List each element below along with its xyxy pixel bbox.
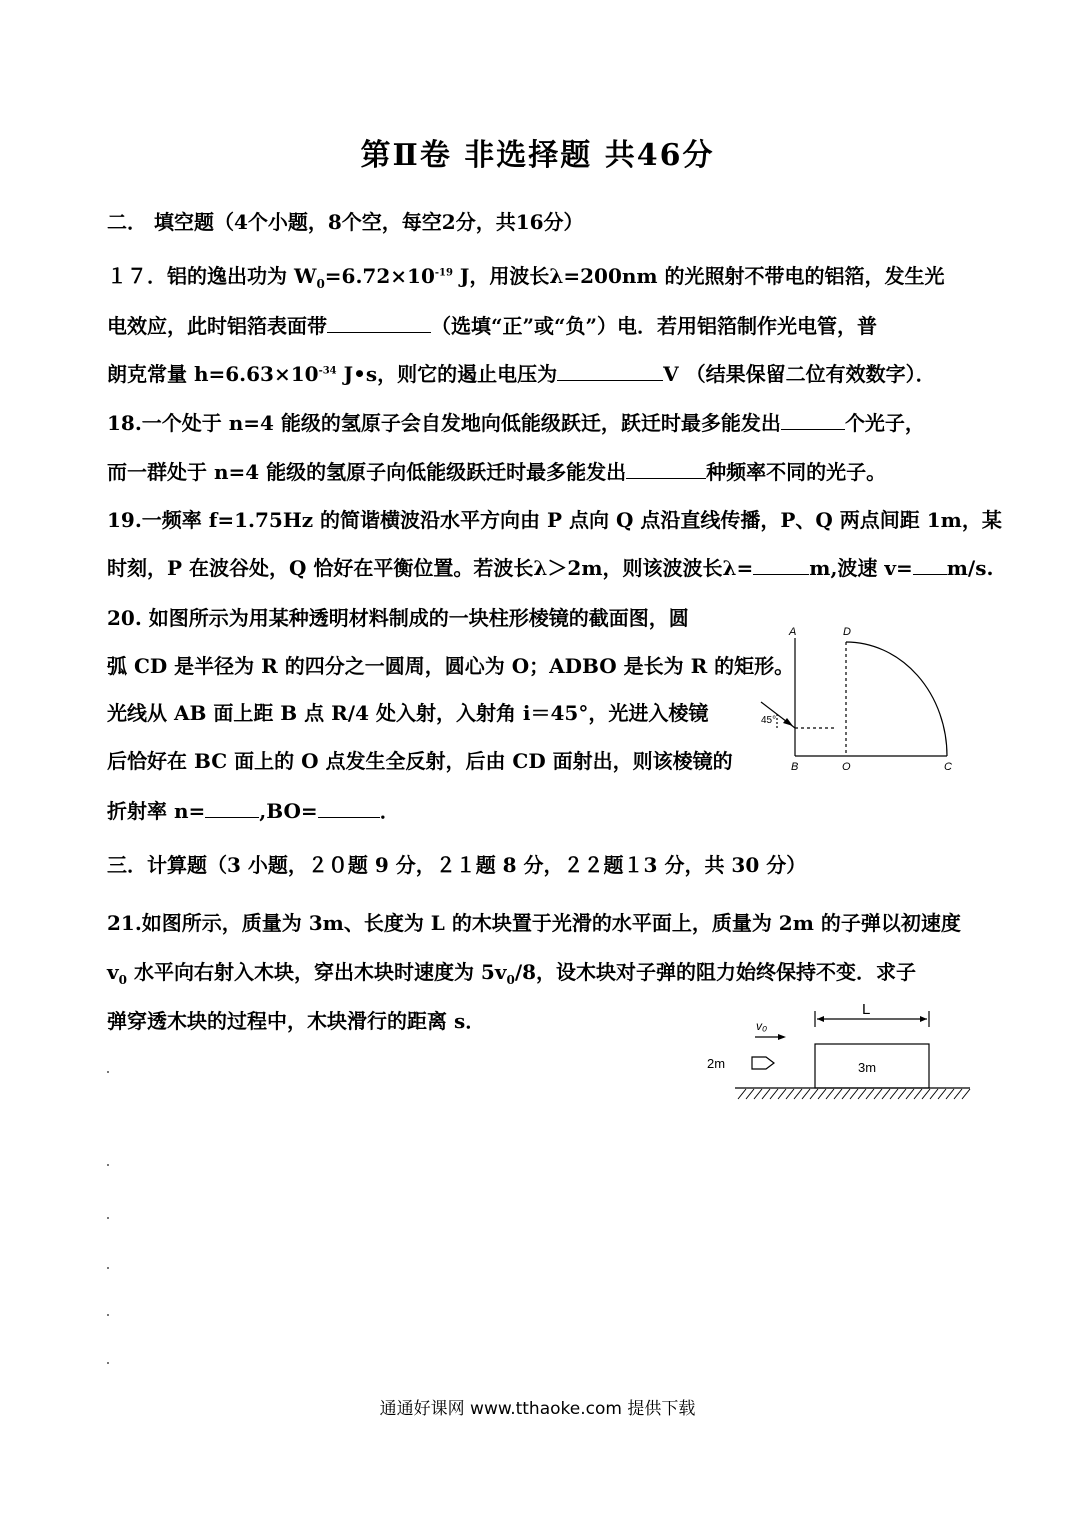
- q17-line-3: [107, 358, 936, 387]
- ground-hatch: [738, 1089, 970, 1099]
- length-label: L: [862, 1001, 871, 1018]
- q18-text-c: 而一群处于 n=4 能级的氢原子向低能级跃迁时最多能发出: [107, 460, 627, 484]
- label-a: A: [789, 626, 797, 638]
- q21-text-c: /8，设木块对子弹的阻力始终保持不变．求子: [514, 960, 917, 984]
- q17-exp: -19: [434, 267, 453, 279]
- q17-text-f: 朗克常量 h=6.63×10: [107, 362, 319, 386]
- q19-text-a: 时刻，P 在波谷处，Q 恰好在平衡位置。若波长λ＞2m，则该波波长λ=: [107, 556, 754, 580]
- q19-wavelength-blank: [753, 556, 809, 575]
- q17-text-c: J，用波长λ=200nm 的光照射不带电的铝箔，发生光: [452, 264, 945, 288]
- block-bullet-diagram: [700, 995, 975, 1107]
- label-d: D: [843, 626, 851, 638]
- angle-label: 45°: [761, 715, 777, 726]
- margin-dot: [107, 1267, 109, 1269]
- q18-line-1: [107, 407, 925, 436]
- q20-text-a: 折射率 n=: [107, 799, 206, 823]
- q19-text-c: m/s.: [946, 556, 994, 580]
- page-title: 第Ⅱ卷 非选择题 共46分: [360, 138, 715, 173]
- q17-voltage-blank: [557, 362, 663, 381]
- q17-text-e: （选填“正”或“负”）电．若用铝箔制作光电管，普: [431, 314, 878, 338]
- q17-text-d: 电效应，此时铝箔表面带: [107, 314, 327, 338]
- velocity-label: v₀: [756, 1019, 768, 1033]
- q19-line-2: [107, 552, 993, 581]
- q17-charge-blank: [327, 314, 431, 333]
- q20-text-c: ．: [379, 799, 400, 823]
- q20-line-4: 后恰好在 BC 面上的 O 点发生全反射，后由 CD 面射出，则该棱镜的: [107, 749, 733, 773]
- margin-dot: [107, 1314, 109, 1316]
- bullet-mass-label: 2m: [707, 1056, 726, 1071]
- q20-bo-blank: [318, 799, 380, 818]
- q19-line-1: 19.一频率 f=1.75Hz 的简谐横波沿水平方向由 P 点向 Q 点沿直线传播，P、Q 两点间距 1m，某: [107, 508, 1002, 532]
- prism-arc-cd: [846, 642, 947, 756]
- block-mass-label: 3m: [858, 1060, 877, 1075]
- q20-line-1: 20. 如图所示为用某种透明材料制成的一块柱形棱镜的截面图，圆: [107, 606, 689, 630]
- q17-text-a: １７．铝的逸出功为 W: [107, 264, 317, 288]
- q17-line-2: [107, 310, 877, 339]
- margin-dot: [107, 1164, 109, 1166]
- bullet-icon: [752, 1057, 774, 1069]
- section-2-heading: 二． 填空题（4个小题，8个空，每空2分，共16分）: [107, 210, 584, 234]
- velocity-arrow-icon: [778, 1034, 786, 1040]
- margin-dot: [107, 1362, 109, 1364]
- q21-line-1: 21.如图所示，质量为 3m、长度为 L 的木块置于光滑的水平面上，质量为 2m 的子弹以初速度: [107, 911, 961, 935]
- q18-line-2: [107, 456, 886, 485]
- q21-sub-a: 0: [118, 973, 127, 987]
- q21-text-a: v: [107, 960, 119, 984]
- q18-text-b: 个光子，: [844, 411, 925, 435]
- q18-frequency-blank: [626, 460, 706, 479]
- q21-line-2: [107, 956, 916, 987]
- prism-diagram: [755, 620, 965, 780]
- q20-line-3: 光线从 AB 面上距 B 点 R/4 处入射，入射角 i＝45°，光进入棱镜: [107, 701, 709, 725]
- footer-source: 通通好课网 www.tthaoke.com 提供下载: [379, 1399, 696, 1419]
- q20-text-b: ,BO=: [259, 799, 318, 823]
- label-c: C: [944, 761, 952, 773]
- q19-speed-blank: [913, 556, 947, 575]
- label-b: B: [791, 761, 799, 773]
- q17-line-1: [107, 260, 945, 291]
- margin-dot: [107, 1071, 109, 1073]
- q17-text-b: =6.72×10: [324, 264, 435, 288]
- section-3-heading: 三．计算题（3 小题，２０题 9 分，２１题 8 分，２２题１3 分，共 30 分）: [107, 853, 807, 877]
- q18-text-d: 种频率不同的光子。: [706, 460, 887, 484]
- q21-sub-b: 0: [506, 973, 515, 987]
- ray-arrow-icon: [783, 718, 793, 726]
- margin-dot: [107, 1217, 109, 1219]
- q20-index-blank: [205, 799, 259, 818]
- q18-text-a: 18.一个处于 n=4 能级的氢原子会自发地向低能级跃迁，跃迁时最多能发出: [107, 411, 781, 435]
- q20-line-5: [107, 795, 400, 824]
- q18-photon-blank: [781, 411, 845, 430]
- q17-text-h: V （结果保留二位有效数字）．: [663, 362, 936, 386]
- arrow-left-icon: [817, 1016, 824, 1022]
- q21-text-b: 水平向右射入木块，穿出木块时速度为 5v: [126, 960, 507, 984]
- arrow-right-icon: [920, 1016, 927, 1022]
- label-o: O: [842, 761, 851, 773]
- q17-sub: 0: [316, 277, 325, 291]
- q17-text-g: J•s，则它的遏止电压为: [336, 362, 558, 386]
- q19-text-b: m,波速 v=: [809, 556, 913, 580]
- q17-exp-2: -34: [318, 365, 337, 377]
- q21-line-3: 弹穿透木块的过程中，木块滑行的距离 s．: [107, 1009, 486, 1033]
- q20-line-2: 弧 CD 是半径为 R 的四分之一圆周，圆心为 O；ADBO 是长为 R 的矩形。: [107, 654, 795, 678]
